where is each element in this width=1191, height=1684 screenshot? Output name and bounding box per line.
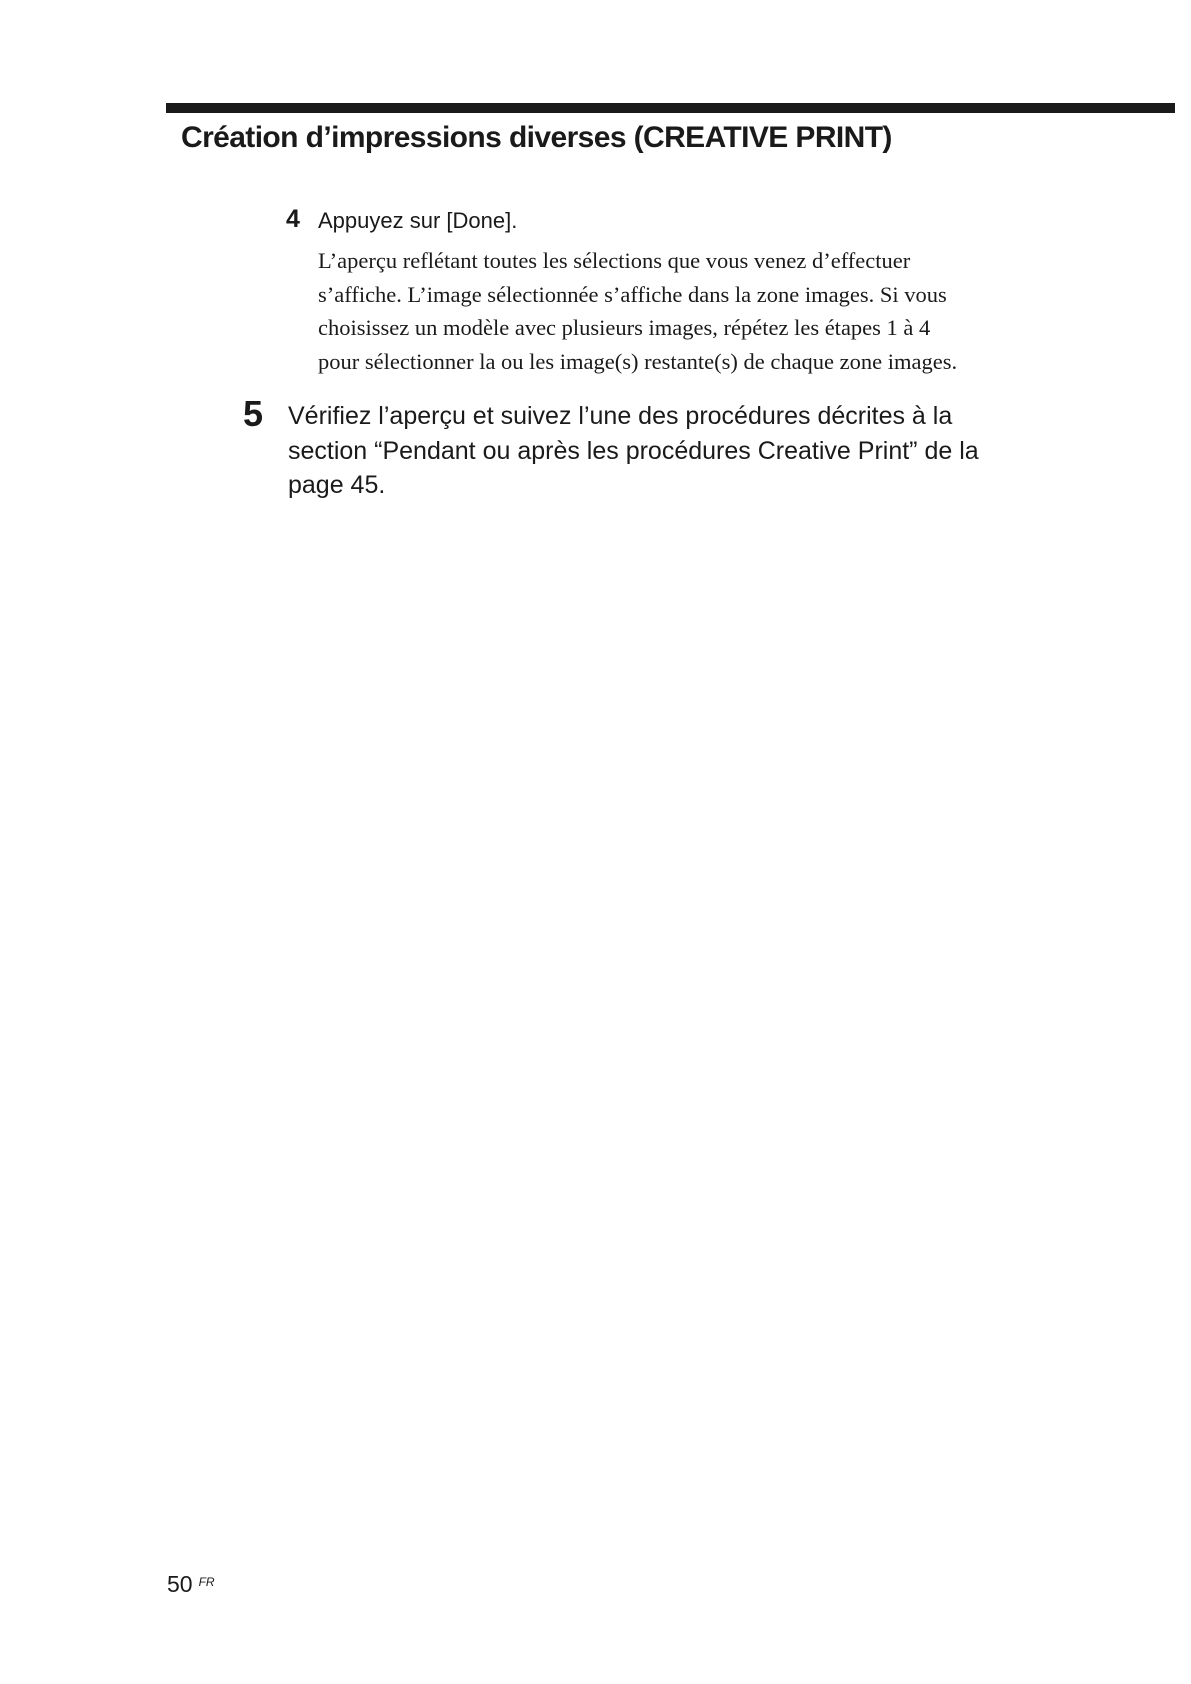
step-text-line: Vérifiez l’aperçu et suivez l’une des procédures décrites à la [288, 402, 953, 430]
step-text-line: section “Pendant ou après les procédures Creative Print” de la [288, 436, 979, 465]
substep-body-line: pour sélectionner la ou les image(s) restante(s) de chaque zone images. [318, 348, 958, 374]
substep-body-line: s’affiche. L’image sélectionnée s’affiche dans la zone images. Si vous [318, 281, 947, 307]
step-text [288, 399, 1088, 503]
section-title: Création d’impressions diverses (CREATIVE PRINT) [181, 121, 892, 154]
substep-body-line: choisissez un modèle avec plusieurs images, répétez les étapes 1 à 4 [318, 315, 931, 340]
substep-body-line: L’aperçu reflétant toutes les sélections que vous venez d’effectuer [318, 248, 911, 273]
top-rule [166, 103, 1175, 113]
page-number: 50 [167, 1571, 193, 1597]
step-text-line: page 45. [288, 471, 386, 499]
substep-heading: Appuyez sur [Done]. [318, 208, 518, 233]
page-footer [167, 1569, 215, 1599]
substep-number: 4 [286, 205, 300, 233]
step-number: 5 [243, 393, 264, 434]
substep-body [318, 244, 1078, 378]
page-language: FR [198, 1575, 215, 1589]
